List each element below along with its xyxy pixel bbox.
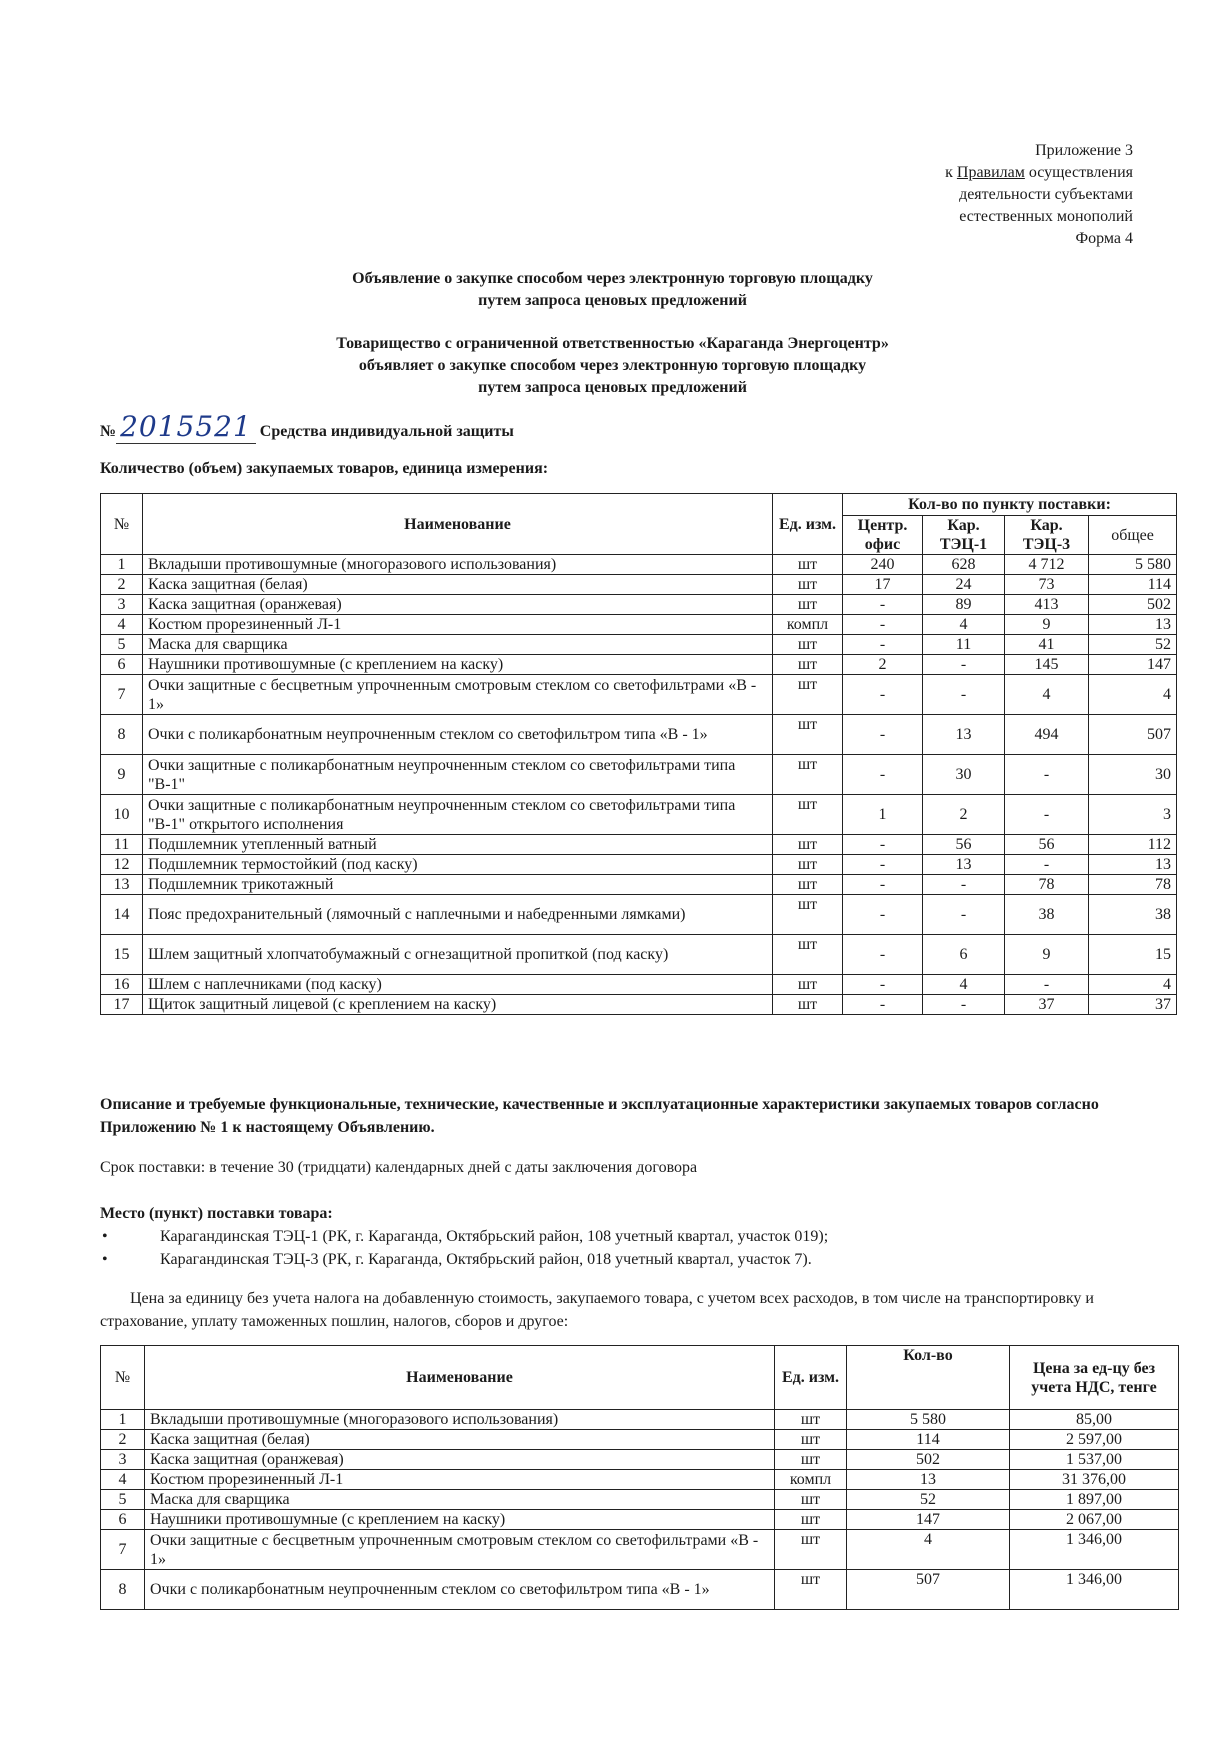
qty-tec3: 145	[1005, 655, 1089, 675]
qty-tec3: 78	[1005, 875, 1089, 895]
price-table	[100, 1345, 1179, 1610]
table-row	[101, 975, 1177, 995]
qty-total: 4	[1089, 675, 1177, 715]
appendix-line-4: естественных монополий	[959, 208, 1133, 225]
heading-line-2: путем запроса ценовых предложений	[478, 292, 747, 309]
org-heading-line-2: объявляет о закупке способом через электронную торговую площадку	[358, 357, 867, 374]
row-number: 12	[101, 855, 143, 875]
qty-office: -	[843, 675, 923, 715]
announcement-heading	[0, 268, 1225, 312]
qty-office: -	[843, 615, 923, 635]
qty-office: -	[843, 715, 923, 755]
col-name-header: Наименование	[143, 494, 773, 555]
qty-tec3: 9	[1005, 615, 1089, 635]
qty-total: 13	[1089, 855, 1177, 875]
qty-total: 78	[1089, 875, 1177, 895]
table-row	[101, 1450, 1179, 1470]
item-unit: шт	[773, 795, 843, 835]
handwritten-lot-number: 2015521	[116, 410, 256, 444]
row-number: 3	[101, 595, 143, 615]
item-name: Шлем с наплечниками (под каску)	[143, 975, 773, 995]
quantity-caption: Количество (объем) закупаемых товаров, единица измерения:	[100, 460, 549, 477]
item-unit: шт	[775, 1570, 847, 1610]
row-number: 8	[101, 1570, 145, 1610]
item-unit: шт	[773, 635, 843, 655]
appendix-reference	[945, 140, 1133, 250]
qty-tec1: 13	[923, 715, 1005, 755]
qty-tec1: 30	[923, 755, 1005, 795]
qty-office: -	[843, 595, 923, 615]
qty-tec3: 4 712	[1005, 555, 1089, 575]
item-unit: шт	[773, 835, 843, 855]
item-price: 85,00	[1010, 1410, 1179, 1430]
qty-total: 114	[1089, 575, 1177, 595]
qty-office: -	[843, 755, 923, 795]
qty-tec3: 38	[1005, 895, 1089, 935]
price-col-qty-header: Кол-во	[847, 1346, 1010, 1410]
qty-total: 507	[1089, 715, 1177, 755]
qty-office: 1	[843, 795, 923, 835]
place-caption: Место (пункт) поставки товара:	[100, 1205, 333, 1222]
qty-tec3: -	[1005, 755, 1089, 795]
item-name: Шлем защитный хлопчатобумажный с огнезащитной пропиткой (под каску)	[143, 935, 773, 975]
quantity-table	[100, 493, 1177, 1015]
table-row	[101, 615, 1177, 635]
qty-tec1: 13	[923, 855, 1005, 875]
qty-tec1: -	[923, 875, 1005, 895]
row-number: 7	[101, 1530, 145, 1570]
item-price: 2 067,00	[1010, 1510, 1179, 1530]
item-qty: 52	[847, 1490, 1010, 1510]
table-row	[101, 895, 1177, 935]
table-row	[101, 675, 1177, 715]
appendix-line-2-prefix: к	[945, 164, 957, 181]
qty-office: -	[843, 835, 923, 855]
item-unit: шт	[773, 575, 843, 595]
item-price: 1 897,00	[1010, 1490, 1179, 1510]
row-number: 13	[101, 875, 143, 895]
item-unit: шт	[773, 975, 843, 995]
qty-tec1: 24	[923, 575, 1005, 595]
table-row	[101, 935, 1177, 975]
appendix-line-2	[945, 162, 1133, 184]
item-unit: шт	[773, 655, 843, 675]
qty-tec1: 2	[923, 795, 1005, 835]
col-tec3-header: Кар. ТЭЦ-3	[1005, 516, 1089, 555]
item-name: Костюм прорезиненный Л-1	[145, 1470, 775, 1490]
item-name: Очки с поликарбонатным неупрочненным стеклом со светофильтром типа «В - 1»	[143, 715, 773, 755]
qty-tec1: -	[923, 895, 1005, 935]
item-unit: шт	[775, 1510, 847, 1530]
lot-title: Средства индивидуальной защиты	[259, 423, 514, 440]
qty-office: -	[843, 635, 923, 655]
table-row	[101, 1510, 1179, 1530]
item-unit: шт	[773, 895, 843, 935]
item-unit: компл	[773, 615, 843, 635]
table-row	[101, 1470, 1179, 1490]
qty-tec3: 9	[1005, 935, 1089, 975]
place-item: • Карагандинская ТЭЦ-3 (РК, г. Караганда, Октябрьский район, 018 учетный квартал, участок 7).	[100, 1248, 1140, 1271]
item-name: Подшлемник утепленный ватный	[143, 835, 773, 855]
item-name: Маска для сварщика	[145, 1490, 775, 1510]
item-name: Очки с поликарбонатным неупрочненным стеклом со светофильтром типа «В - 1»	[145, 1570, 775, 1610]
table-row	[101, 875, 1177, 895]
qty-office: 17	[843, 575, 923, 595]
qty-office: -	[843, 975, 923, 995]
qty-tec1: 628	[923, 555, 1005, 575]
qty-total: 502	[1089, 595, 1177, 615]
appendix-line-2-suffix: осуществления	[1024, 164, 1133, 181]
col-num-header: №	[101, 494, 143, 555]
item-name: Наушники противошумные (с креплением на каску)	[143, 655, 773, 675]
price-col-price-header: Цена за ед-цу без учета НДС, тенге	[1010, 1346, 1179, 1410]
item-unit: шт	[775, 1530, 847, 1570]
qty-office: 2	[843, 655, 923, 675]
price-note: Цена за единицу без учета налога на добавленную стоимость, закупаемого товара, с учетом всех расходов, в том числе на транспортировку и страхование, уплату таможенных пошлин, налогов, сборов и другое:	[100, 1290, 1094, 1330]
item-unit: шт	[773, 875, 843, 895]
item-name: Наушники противошумные (с креплением на каску)	[145, 1510, 775, 1530]
item-unit: компл	[775, 1470, 847, 1490]
qty-total: 112	[1089, 835, 1177, 855]
item-name: Вкладыши противошумные (многоразового использования)	[145, 1410, 775, 1430]
item-qty: 147	[847, 1510, 1010, 1530]
qty-tec3: 56	[1005, 835, 1089, 855]
item-name: Очки защитные с бесцветным упрочненным смотровым стеклом со светофильтрами «В - 1»	[143, 675, 773, 715]
item-qty: 4	[847, 1530, 1010, 1570]
item-name: Каска защитная (оранжевая)	[143, 595, 773, 615]
row-number: 7	[101, 675, 143, 715]
description-text: Описание и требуемые функциональные, технические, качественные и эксплуатационные характеристики закупаемых товаров согласно Приложению № 1 к настоящему Объявлению.	[100, 1096, 1099, 1136]
qty-total: 52	[1089, 635, 1177, 655]
row-number: 1	[101, 1410, 145, 1430]
appendix-line-1: Приложение 3	[1035, 142, 1133, 159]
qty-total: 15	[1089, 935, 1177, 975]
item-name: Каска защитная (белая)	[143, 575, 773, 595]
qty-office: -	[843, 995, 923, 1015]
item-qty: 114	[847, 1430, 1010, 1450]
quantity-table-body	[101, 555, 1177, 1015]
item-name: Маска для сварщика	[143, 635, 773, 655]
qty-total: 3	[1089, 795, 1177, 835]
org-heading-line-3: путем запроса ценовых предложений	[478, 379, 747, 396]
table-row	[101, 1490, 1179, 1510]
col-tec1-header: Кар. ТЭЦ-1	[923, 516, 1005, 555]
qty-total: 4	[1089, 975, 1177, 995]
row-number: 15	[101, 935, 143, 975]
qty-office: -	[843, 875, 923, 895]
table-row	[101, 575, 1177, 595]
qty-tec3: -	[1005, 795, 1089, 835]
place-item: • Карагандинская ТЭЦ-1 (РК, г. Караганда, Октябрьский район, 108 учетный квартал, участок 019);	[100, 1225, 1140, 1248]
lot-number-prefix: №	[100, 423, 117, 440]
item-name: Подшлемник трикотажный	[143, 875, 773, 895]
qty-tec3: 494	[1005, 715, 1089, 755]
qty-tec3: -	[1005, 975, 1089, 995]
item-unit: шт	[773, 995, 843, 1015]
item-price: 1 346,00	[1010, 1530, 1179, 1570]
row-number: 2	[101, 575, 143, 595]
row-number: 10	[101, 795, 143, 835]
table-row	[101, 835, 1177, 855]
qty-tec3: -	[1005, 855, 1089, 875]
row-number: 4	[101, 615, 143, 635]
qty-total: 147	[1089, 655, 1177, 675]
item-unit: шт	[775, 1410, 847, 1430]
item-price: 31 376,00	[1010, 1470, 1179, 1490]
row-number: 1	[101, 555, 143, 575]
table-row	[101, 655, 1177, 675]
item-unit: шт	[773, 595, 843, 615]
lot-line	[100, 410, 514, 444]
item-name: Костюм прорезиненный Л-1	[143, 615, 773, 635]
qty-office: -	[843, 935, 923, 975]
qty-office: -	[843, 855, 923, 875]
table-row	[101, 855, 1177, 875]
price-col-unit-header: Ед. изм.	[775, 1346, 847, 1410]
item-name: Очки защитные с поликарбонатным неупрочненным стеклом со светофильтрами типа "В-1"	[143, 755, 773, 795]
qty-total: 38	[1089, 895, 1177, 935]
col-total-header: общее	[1089, 516, 1177, 555]
item-qty: 502	[847, 1450, 1010, 1470]
item-unit: шт	[773, 855, 843, 875]
qty-tec1: 89	[923, 595, 1005, 615]
row-number: 9	[101, 755, 143, 795]
price-col-num-header: №	[101, 1346, 145, 1410]
price-table-body	[101, 1410, 1179, 1610]
table-row	[101, 1410, 1179, 1430]
qty-tec1: 4	[923, 615, 1005, 635]
delivery-group-header: Кол-во по пункту поставки:	[843, 494, 1177, 516]
row-number: 11	[101, 835, 143, 855]
row-number: 6	[101, 655, 143, 675]
qty-tec3: 37	[1005, 995, 1089, 1015]
delivery-term: Срок поставки: в течение 30 (тридцати) календарных дней с даты заключения договора	[100, 1159, 698, 1176]
item-price: 1 346,00	[1010, 1570, 1179, 1610]
qty-office: 240	[843, 555, 923, 575]
table-row	[101, 635, 1177, 655]
qty-tec3: 41	[1005, 635, 1089, 655]
qty-tec1: -	[923, 675, 1005, 715]
qty-tec3: 73	[1005, 575, 1089, 595]
table-row	[101, 555, 1177, 575]
qty-tec3: 4	[1005, 675, 1089, 715]
table-row	[101, 1430, 1179, 1450]
row-number: 4	[101, 1470, 145, 1490]
col-unit-header: Ед. изм.	[773, 494, 843, 555]
table-row	[101, 1530, 1179, 1570]
item-unit: шт	[775, 1490, 847, 1510]
table-row	[101, 595, 1177, 615]
item-unit: шт	[775, 1450, 847, 1470]
item-unit: шт	[773, 555, 843, 575]
col-office-header: Центр. офис	[843, 516, 923, 555]
item-unit: шт	[775, 1430, 847, 1450]
heading-line-1: Объявление о закупке способом через электронную торговую площадку	[352, 270, 873, 287]
row-number: 6	[101, 1510, 145, 1530]
item-price: 1 537,00	[1010, 1450, 1179, 1470]
qty-tec1: 6	[923, 935, 1005, 975]
row-number: 8	[101, 715, 143, 755]
qty-tec1: 4	[923, 975, 1005, 995]
qty-tec1: 56	[923, 835, 1005, 855]
places-list	[100, 1225, 1140, 1271]
row-number: 5	[101, 1490, 145, 1510]
form-number: Форма 4	[1075, 230, 1133, 247]
row-number: 17	[101, 995, 143, 1015]
qty-tec1: -	[923, 655, 1005, 675]
row-number: 14	[101, 895, 143, 935]
item-name: Каска защитная (белая)	[145, 1430, 775, 1450]
item-price: 2 597,00	[1010, 1430, 1179, 1450]
item-qty: 5 580	[847, 1410, 1010, 1430]
qty-office: -	[843, 895, 923, 935]
qty-total: 13	[1089, 615, 1177, 635]
item-unit: шт	[773, 715, 843, 755]
qty-tec3: 413	[1005, 595, 1089, 615]
item-name: Вкладыши противошумные (многоразового использования)	[143, 555, 773, 575]
item-name: Пояс предохранительный (лямочный с наплечными и набедренными лямками)	[143, 895, 773, 935]
row-number: 16	[101, 975, 143, 995]
item-unit: шт	[773, 755, 843, 795]
item-name: Щиток защитный лицевой (с креплением на каску)	[143, 995, 773, 1015]
table-row	[101, 715, 1177, 755]
table-row	[101, 755, 1177, 795]
table-row	[101, 995, 1177, 1015]
table-row	[101, 1570, 1179, 1610]
row-number: 3	[101, 1450, 145, 1470]
org-heading-line-1: Товарищество с ограниченной ответственностью «Караганда Энергоцентр»	[336, 335, 889, 352]
item-qty: 13	[847, 1470, 1010, 1490]
item-name: Очки защитные с бесцветным упрочненным смотровым стеклом со светофильтрами «В - 1»	[145, 1530, 775, 1570]
table-row	[101, 795, 1177, 835]
qty-tec1: -	[923, 995, 1005, 1015]
item-name: Каска защитная (оранжевая)	[145, 1450, 775, 1470]
row-number: 2	[101, 1430, 145, 1450]
row-number: 5	[101, 635, 143, 655]
qty-total: 5 580	[1089, 555, 1177, 575]
qty-total: 37	[1089, 995, 1177, 1015]
item-name: Очки защитные с поликарбонатным неупрочненным стеклом со светофильтрами типа "В-1" открытого исполнения	[143, 795, 773, 835]
item-unit: шт	[773, 675, 843, 715]
organization-heading	[0, 333, 1225, 399]
price-col-name-header: Наименование	[145, 1346, 775, 1410]
item-unit: шт	[773, 935, 843, 975]
item-name: Подшлемник термостойкий (под каску)	[143, 855, 773, 875]
rules-link[interactable]: Правилам	[956, 164, 1025, 181]
item-qty: 507	[847, 1570, 1010, 1610]
qty-tec1: 11	[923, 635, 1005, 655]
qty-total: 30	[1089, 755, 1177, 795]
appendix-line-3: деятельности субъектами	[959, 186, 1133, 203]
